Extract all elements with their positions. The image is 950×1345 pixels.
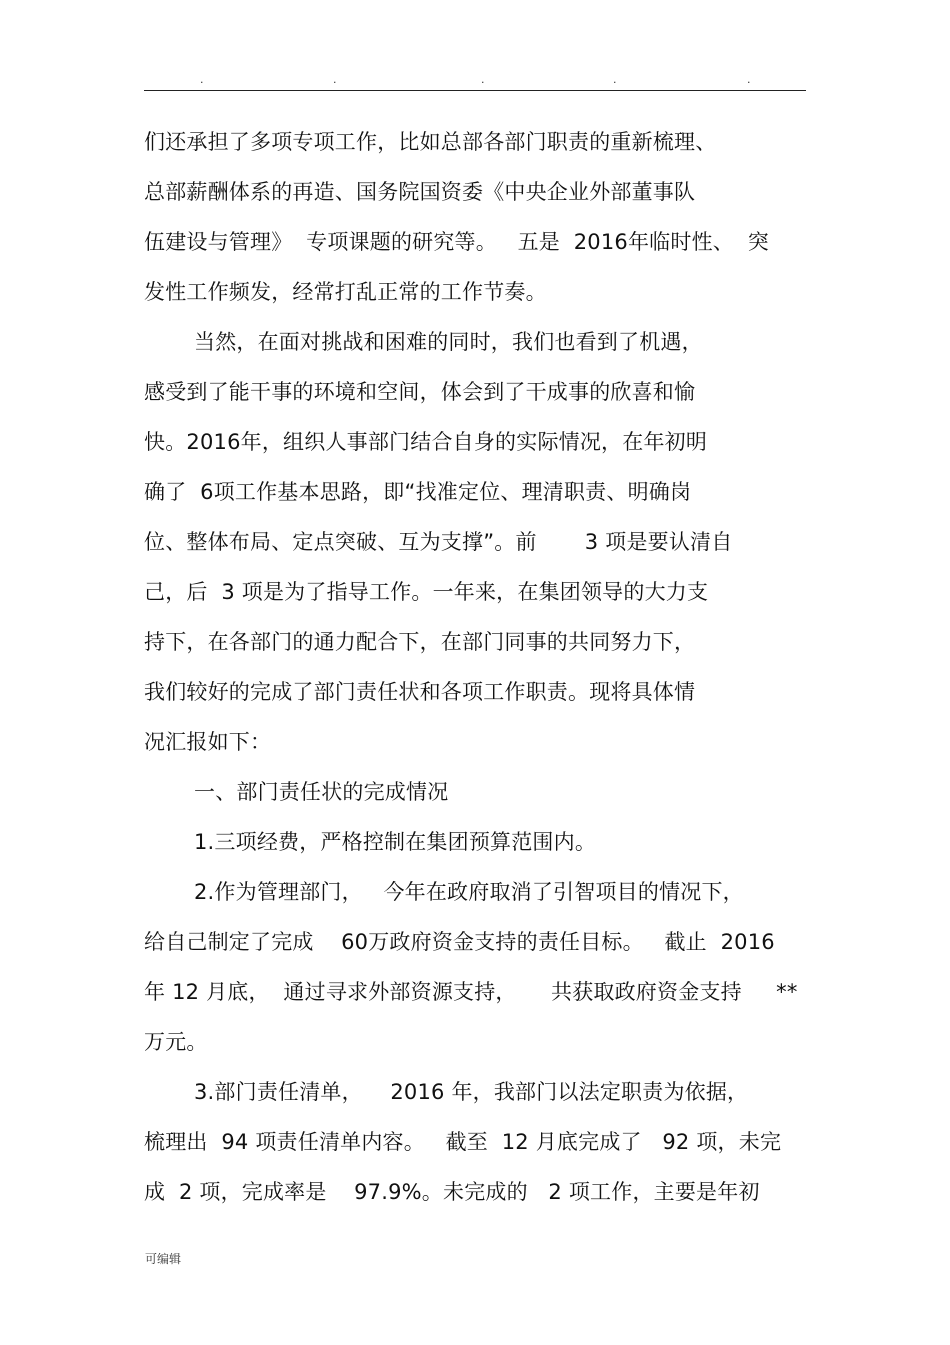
text-line: 当然，在面对挑战和困难的同时，我们也看到了机遇， bbox=[194, 330, 703, 354]
text-line: 1.三项经费，严格控制在集团预算范围内。 bbox=[194, 830, 597, 854]
text-line: 给自己制定了完成 60万政府资金支持的责任目标。 截止 2016 bbox=[144, 930, 775, 954]
header-rule bbox=[144, 90, 806, 91]
text-line: 们还承担了多项专项工作，比如总部各部门职责的重新梳理、 bbox=[144, 130, 717, 154]
text-line: 梳理出 94 项责任清单内容。 截至 12 月底完成了 92 项，未完 bbox=[144, 1130, 782, 1154]
text-line: 况汇报如下： bbox=[144, 730, 272, 754]
text-line: 3.部门责任清单， 2016 年，我部门以法定职责为依据， bbox=[194, 1080, 749, 1104]
footer-label: 可编辑 bbox=[145, 1252, 182, 1266]
text-line: 感受到了能干事的环境和空间，体会到了干成事的欣喜和愉 bbox=[144, 380, 696, 404]
text-line: 快。2016年，组织人事部门结合自身的实际情况，在年初明 bbox=[144, 430, 708, 454]
text-line: 年 12 月底， 通过寻求外部资源支持， 共获取政府资金支持 ** bbox=[144, 980, 798, 1004]
section-heading: 一、部门责任状的完成情况 bbox=[194, 780, 449, 804]
text-line: 发性工作频发，经常打乱正常的工作节奏。 bbox=[144, 280, 547, 304]
header-dot: . bbox=[613, 73, 617, 86]
text-line: 持下，在各部门的通力配合下，在部门同事的共同努力下， bbox=[144, 630, 696, 654]
text-line: 万元。 bbox=[144, 1030, 208, 1054]
text-line: 确了 6项工作基本思路，即“找准定位、理清职责、明确岗 bbox=[144, 480, 692, 504]
text-line: 伍建设与管理》 专项课题的研究等。 五是 2016年临时性、 突 bbox=[144, 230, 769, 254]
text-line: 总部薪酬体系的再造、国务院国资委《中央企业外部董事队 bbox=[144, 180, 696, 204]
header-dot: . bbox=[481, 73, 485, 86]
text-line: 成 2 项，完成率是 97.9%。未完成的 2 项工作，主要是年初 bbox=[144, 1180, 760, 1204]
text-line: 2.作为管理部门， 今年在政府取消了引智项目的情况下， bbox=[194, 880, 744, 904]
header-dot: . bbox=[200, 73, 204, 86]
text-line: 我们较好的完成了部门责任状和各项工作职责。现将具体情 bbox=[144, 680, 696, 704]
text-line: 己，后 3 项是为了指导工作。一年来，在集团领导的大力支 bbox=[144, 580, 709, 604]
text-line: 位、整体布局、定点突破、互为支撑”。前 3 项是要认清自 bbox=[144, 530, 733, 554]
header-dot: . bbox=[747, 73, 751, 86]
header-dot: . bbox=[333, 73, 337, 86]
